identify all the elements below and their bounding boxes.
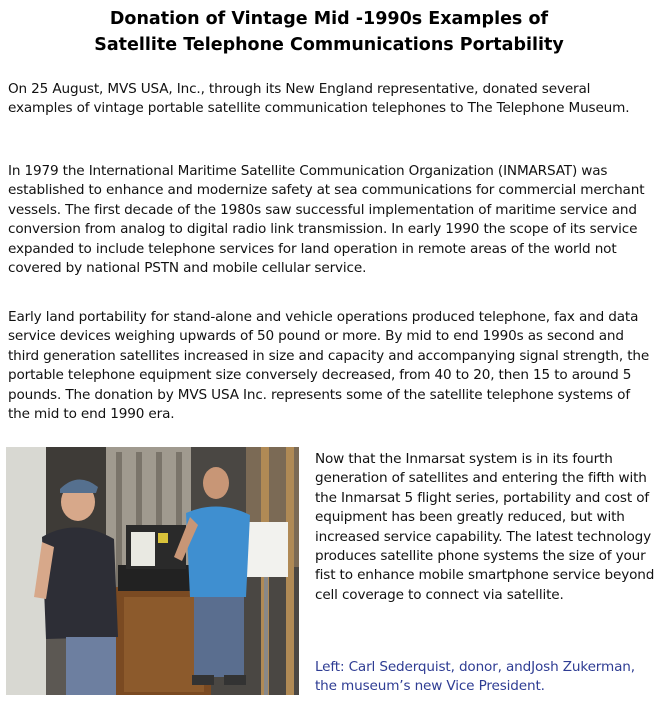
photo-caption: Left: Carl Sederquist, donor, andJosh Zukerman, the museum’s new Vice President. <box>315 659 635 695</box>
donation-photo <box>6 447 299 695</box>
title-line-1: Donation of Vintage Mid -1990s Examples of <box>109 9 549 29</box>
article-title <box>0 6 658 58</box>
paragraph-inmarsat-today: Now that the Inmarsat system is in its fourth generation of satellites and entering the fifth with the Inmarsat 5 flight series, portability and cost of equipment has been greatly reduced, but with increased service capability. The latest technology produces satellite phone systems the size of your fist to enhance mobile smartphone service beyond cell coverage to connect via satellite. <box>315 451 655 603</box>
paragraph-donation: On 25 August, MVS USA, Inc., through its New England representative, donated several examples of vintage portable satellite communication telephones to The Telephone Museum. <box>8 81 630 117</box>
paragraph-portability: Early land portability for stand-alone and vehicle operations produced telephone, fax and data service devices weighing upwards of 50 pound or more. By mid to end 1990s as second and third generation satellites increased in size and capacity and accompanying signal strength, the portable telephone equipment size conversely decreased, from 40 to 20, then 15 to around 5 pounds. The donation by MVS USA Inc. represents some of the satellite telephone systems of the mid to end 1990 era. <box>8 309 650 423</box>
title-line-2: Satellite Telephone Communications Portability <box>94 35 564 55</box>
paragraph-inmarsat-history: In 1979 the International Maritime Satellite Communication Organization (INMARSAT) was established to enhance and modernize safety at sea communications for commercial merchant vessels. The first decade of the 1980s saw successful implementation of maritime service and conversion from analog to digital radio link transmission. In early 1990 the scope of its service expanded to include telephone services for land operation in remote areas of the world not covered by national PSTN and mobile cellular service. <box>8 163 645 277</box>
